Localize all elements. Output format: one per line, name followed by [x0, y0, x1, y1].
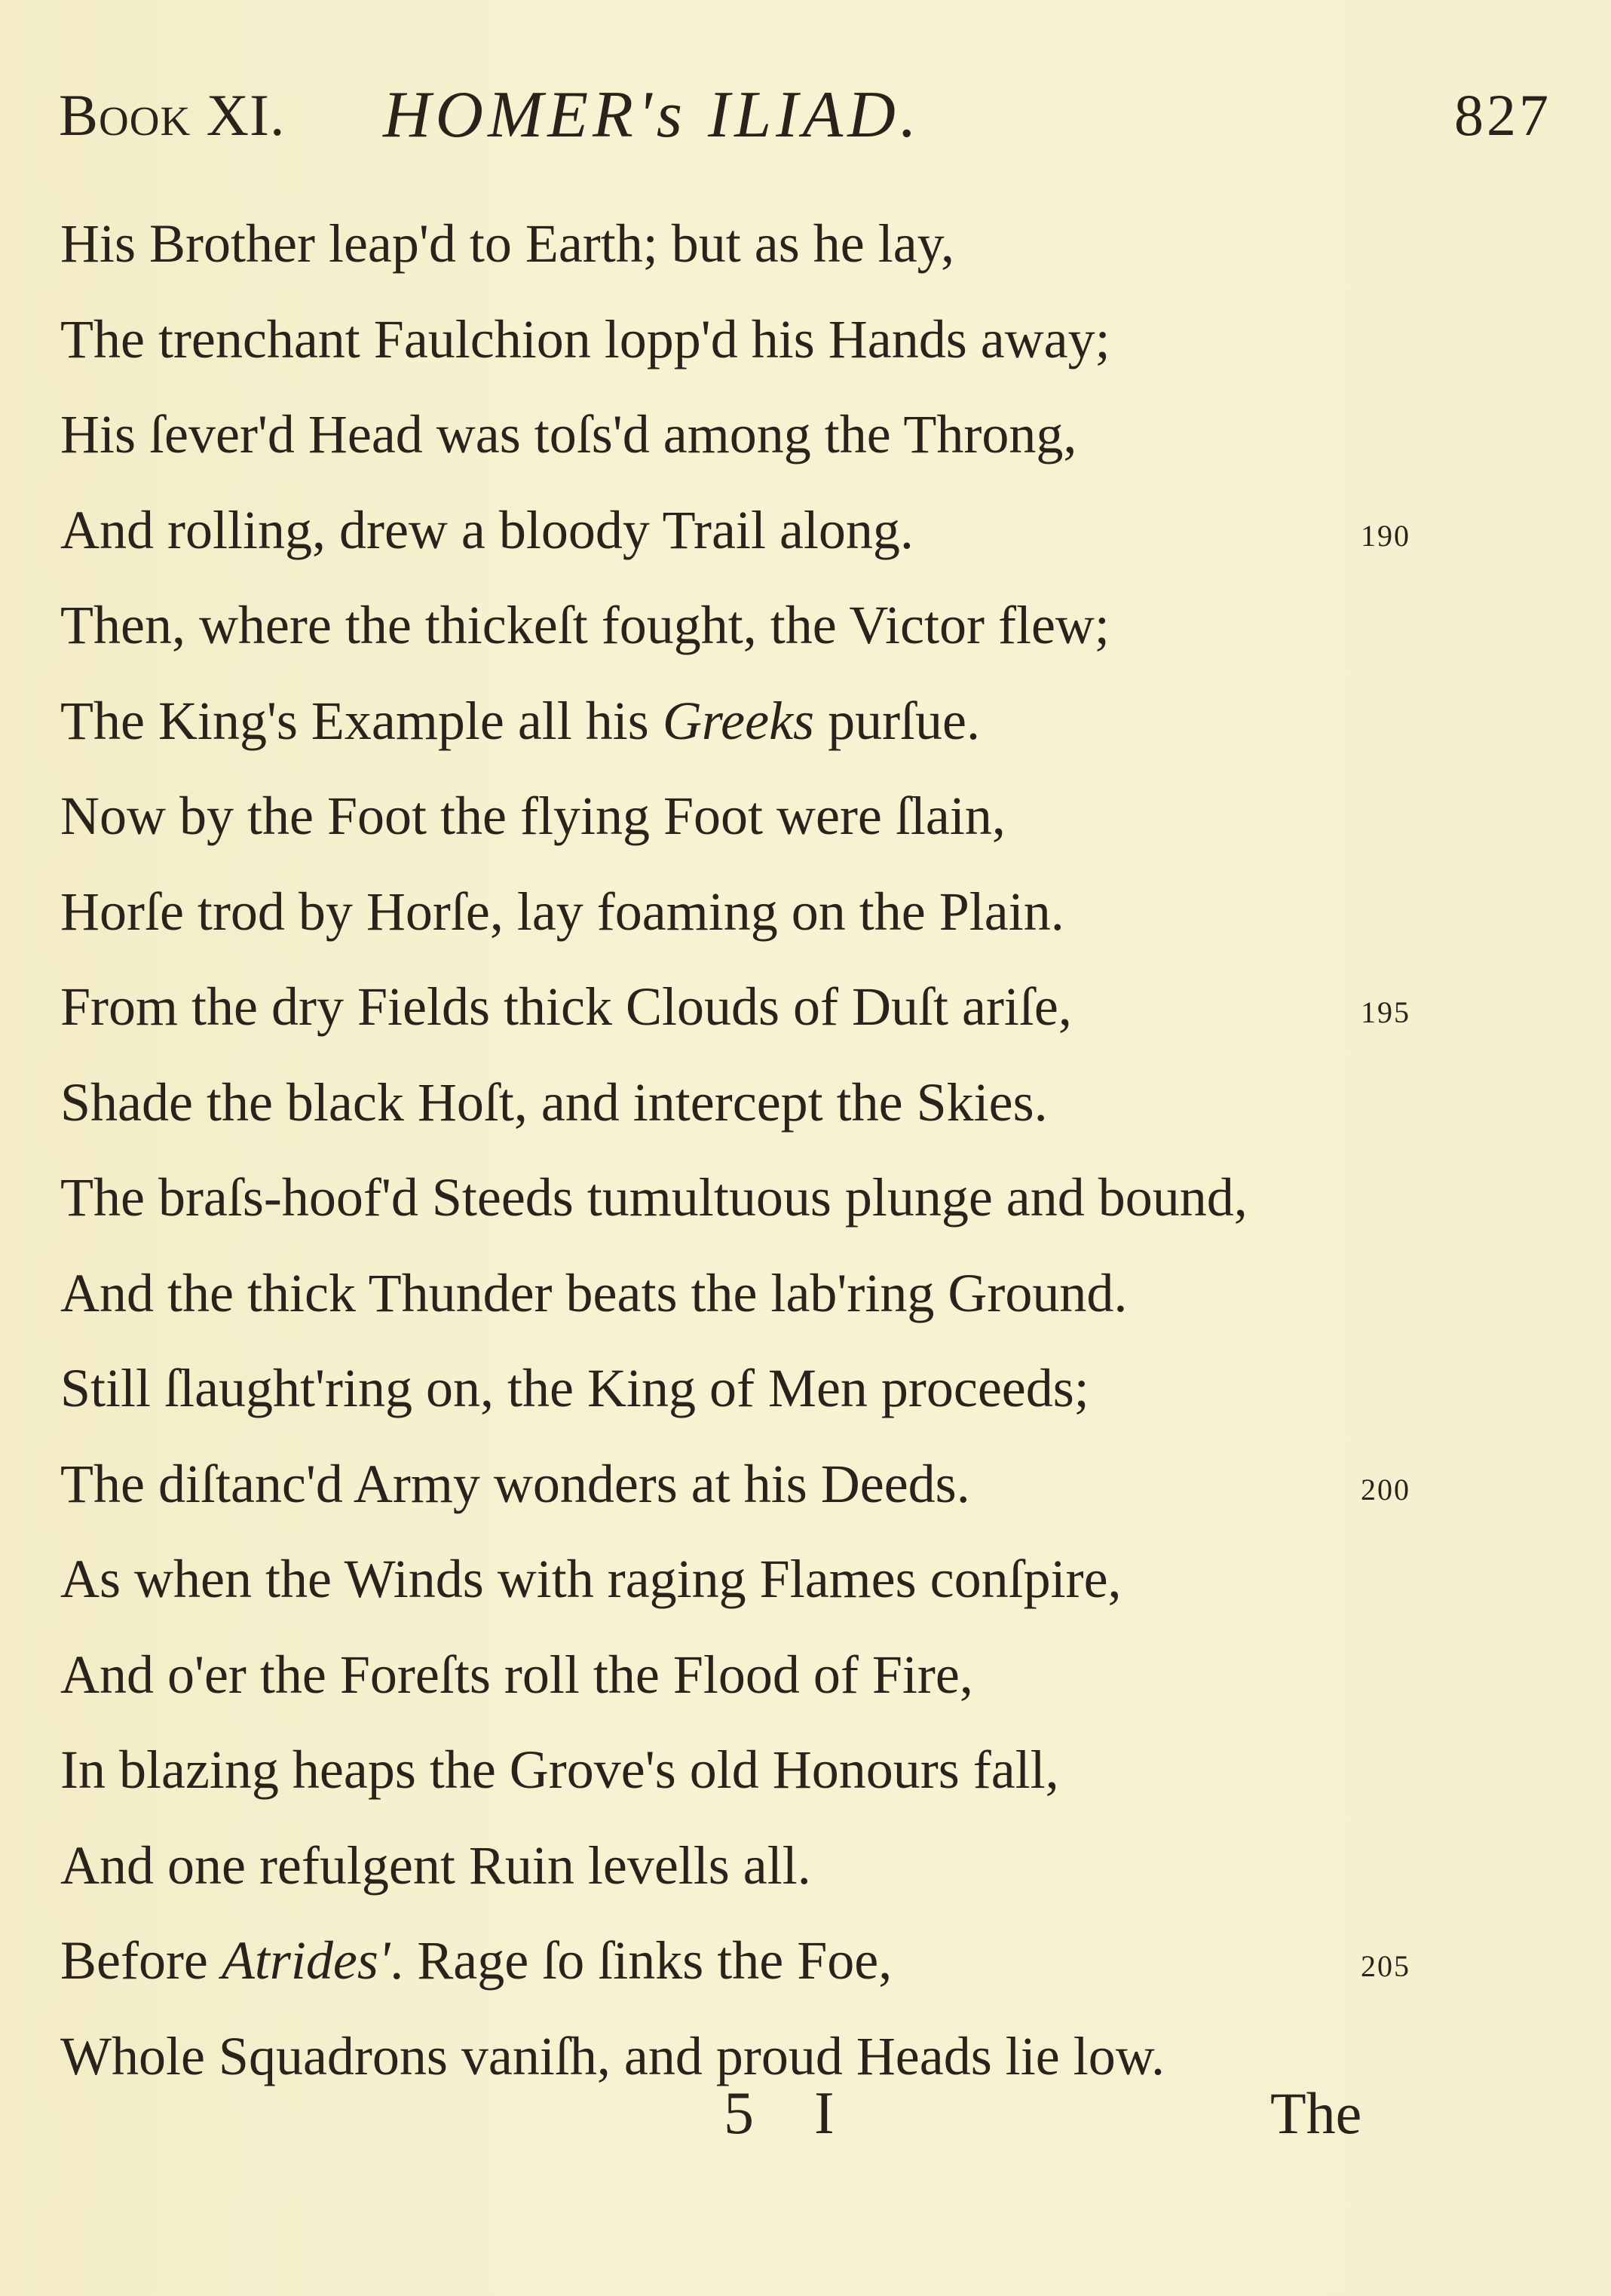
verse-line: [60, 1341, 1508, 1436]
verse-text: The trenchant Faulchion lopp'd his Hands away;: [60, 308, 1110, 369]
book-label: Book XI.: [59, 82, 286, 148]
page-number: 827: [1454, 82, 1551, 148]
verse-line: [60, 1436, 1508, 1532]
verse-line: [60, 1531, 1508, 1627]
line-number: 195: [1361, 995, 1410, 1029]
signature-mark: 5 I: [724, 2080, 857, 2147]
verse-text: Shade the black Hoſt, and intercept the Skies.: [60, 1071, 1048, 1133]
verse-line: [60, 578, 1508, 673]
verse-text: And rolling, drew a bloody Trail along.: [60, 499, 914, 560]
verse-text: In blazing heaps the Grove's old Honours fall,: [60, 1740, 1059, 1800]
running-header: [59, 78, 1551, 164]
running-title: HOMER's ILIAD.: [383, 78, 921, 152]
verse-line: [60, 959, 1508, 1055]
line-number: 205: [1361, 1949, 1410, 1983]
verse-line: [60, 1913, 1508, 2009]
verse-line: [60, 483, 1508, 578]
verse-line: [60, 196, 1508, 292]
verse-text: And o'er the Foreſts roll the Flood of Fire,: [60, 1644, 973, 1705]
verse-text: And the thick Thunder beats the lab'ring Ground.: [60, 1262, 1128, 1323]
line-number: 190: [1361, 518, 1410, 553]
verse-text: The King's Example all his Greeks purſue.: [60, 690, 980, 751]
line-number: 200: [1361, 1472, 1410, 1507]
verse-text: Still ſlaught'ring on, the King of Men proceeds;: [60, 1358, 1089, 1418]
verse-line: [60, 673, 1508, 769]
verse-text: Now by the Foot the flying Foot were ſlain,: [60, 786, 1006, 846]
catchword: The: [1270, 2080, 1362, 2146]
verse-text: From the dry Fields thick Clouds of Duſt ariſe,: [60, 976, 1072, 1037]
page-footer: [0, 2080, 1611, 2170]
verse-text: His Brother leap'd to Earth; but as he lay,: [60, 213, 954, 274]
verse-text: The diſtanc'd Army wonders at his Deeds.: [60, 1453, 970, 1514]
verse-line: [60, 1246, 1508, 1341]
verse-line: [60, 1627, 1508, 1723]
verse-text: Before Atrides'. Rage ſo ſinks the Foe,: [60, 1930, 893, 1991]
verse-line: [60, 1055, 1508, 1151]
verse-text: His ſever'd Head was toſs'd among the Throng,: [60, 404, 1077, 464]
verse-text: Whole Squadrons vaniſh, and proud Heads lie low.: [60, 2025, 1165, 2086]
italic-name: Atrides': [221, 1930, 390, 1991]
verse-line: [60, 292, 1508, 388]
verse-text: Then, where the thickeſt fought, the Victor flew;: [60, 595, 1110, 655]
verse-line: [60, 864, 1508, 960]
verse-text: As when the Winds with raging Flames conſpire,: [60, 1549, 1122, 1609]
verse-text: And one refulgent Ruin levells all.: [60, 1835, 811, 1896]
italic-name: Greeks: [662, 690, 815, 751]
verse-line: [60, 1818, 1508, 1914]
poem-body: [60, 196, 1508, 2104]
verse-line: [60, 768, 1508, 864]
verse-text: The braſs-hoof'd Steeds tumultuous plunge and bound,: [60, 1167, 1248, 1228]
verse-text: Horſe trod by Horſe, lay foaming on the Plain.: [60, 881, 1064, 942]
verse-line: [60, 1722, 1508, 1818]
verse-line: [60, 387, 1508, 483]
verse-line: [60, 1150, 1508, 1246]
